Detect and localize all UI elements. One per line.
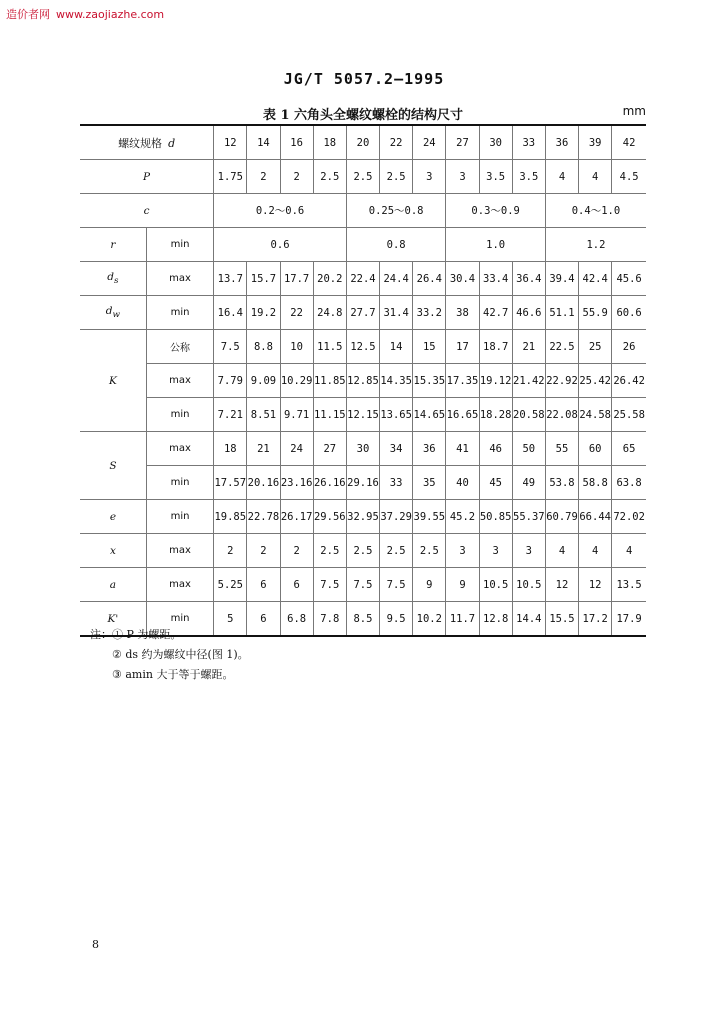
- cell: 16.4: [214, 296, 247, 330]
- thread-spec-label: [80, 125, 214, 160]
- cell: 24: [280, 432, 313, 466]
- note-3: ③ amin 大于等于螺距。: [112, 668, 234, 681]
- cell: 2.5: [346, 160, 379, 194]
- cell: 2.5: [313, 160, 346, 194]
- cell: 1.75: [214, 160, 247, 194]
- cell: 22.4: [346, 262, 379, 296]
- cell: 29.56: [313, 500, 346, 534]
- cell: 27.7: [346, 296, 379, 330]
- cell: 41: [446, 432, 479, 466]
- cell-range: 0.25～0.8: [346, 194, 446, 228]
- param-c: c: [80, 194, 214, 228]
- row-a: [80, 568, 646, 602]
- cell: 12.8: [479, 602, 512, 637]
- cell: 4: [545, 534, 578, 568]
- cell: 27: [313, 432, 346, 466]
- cell: 38: [446, 296, 479, 330]
- cell: 36: [545, 125, 578, 160]
- param-a: a: [80, 568, 146, 602]
- cell: 15.35: [413, 364, 446, 398]
- cell: 13.5: [612, 568, 646, 602]
- cell: 25.58: [612, 398, 646, 432]
- cell: 29.16: [346, 466, 379, 500]
- cell: 2: [247, 160, 280, 194]
- cell: 51.1: [545, 296, 578, 330]
- param-dw: $d_w$: [80, 296, 146, 330]
- qualifier: max: [146, 262, 213, 296]
- dimension-table: [80, 124, 646, 637]
- cell: 9.71: [280, 398, 313, 432]
- cell: 2.5: [313, 534, 346, 568]
- param-ds: $d_s$: [80, 262, 146, 296]
- cell: 35: [413, 466, 446, 500]
- qualifier: min: [146, 398, 213, 432]
- cell: 4: [579, 160, 612, 194]
- row-c: [80, 194, 646, 228]
- cell: 14: [380, 330, 413, 364]
- cell: 26.4: [413, 262, 446, 296]
- cell: 22.08: [545, 398, 578, 432]
- cell: 36.4: [512, 262, 545, 296]
- standard-number: JG/T 5057.2—1995: [283, 70, 445, 88]
- cell: 24.4: [380, 262, 413, 296]
- cell: 3.5: [512, 160, 545, 194]
- cell: 11.5: [313, 330, 346, 364]
- cell: 4: [545, 160, 578, 194]
- table-title: 表 1 六角头全螺纹螺栓的结构尺寸: [262, 108, 464, 123]
- cell: 7.5: [380, 568, 413, 602]
- cell: 46: [479, 432, 512, 466]
- param-r: r: [80, 228, 146, 262]
- watermark: [6, 6, 164, 22]
- row-K-nominal: [80, 330, 646, 364]
- param-K-prime: K': [80, 602, 146, 637]
- cell: 22: [380, 125, 413, 160]
- cell: 6: [280, 568, 313, 602]
- watermark-url: www.zaojiazhe.com: [56, 8, 165, 21]
- cell: 24: [413, 125, 446, 160]
- qualifier: max: [146, 364, 213, 398]
- cell: 12.85: [346, 364, 379, 398]
- cell: 50.85: [479, 500, 512, 534]
- cell: 39: [579, 125, 612, 160]
- cell: 18: [313, 125, 346, 160]
- cell: 3.5: [479, 160, 512, 194]
- row-K-min: [80, 398, 646, 432]
- note-2: ② ds 约为螺纹中径(图 1)。: [112, 648, 249, 661]
- cell: 2.5: [346, 534, 379, 568]
- cell: 13.7: [214, 262, 247, 296]
- cell: 42: [612, 125, 646, 160]
- cell: 25: [579, 330, 612, 364]
- cell: 2: [280, 160, 313, 194]
- cell: 21: [247, 432, 280, 466]
- cell: 7.79: [214, 364, 247, 398]
- cell: 10.2: [413, 602, 446, 637]
- cell: 19.2: [247, 296, 280, 330]
- param-K: K: [80, 330, 146, 432]
- cell: 30: [346, 432, 379, 466]
- cell: 17.57: [214, 466, 247, 500]
- cell: 12: [214, 125, 247, 160]
- cell: 7.5: [346, 568, 379, 602]
- cell: 10.5: [479, 568, 512, 602]
- cell: 23.16: [280, 466, 313, 500]
- thread-spec-text: 螺纹规格: [118, 136, 163, 150]
- param-P: P: [80, 160, 214, 194]
- cell: 33.4: [479, 262, 512, 296]
- cell: 21.42: [512, 364, 545, 398]
- cell: 15: [413, 330, 446, 364]
- cell: 60: [579, 432, 612, 466]
- row-d: [80, 125, 646, 160]
- cell: 22.5: [545, 330, 578, 364]
- cell: 14.65: [413, 398, 446, 432]
- cell-range: 1.2: [545, 228, 646, 262]
- cell: 65: [612, 432, 646, 466]
- page-number: 8: [92, 938, 99, 951]
- cell-range: 0.3～0.9: [446, 194, 546, 228]
- row-e: [80, 500, 646, 534]
- cell: 34: [380, 432, 413, 466]
- cell: 60.79: [545, 500, 578, 534]
- cell: 4.5: [612, 160, 646, 194]
- cell: 9.5: [380, 602, 413, 637]
- cell: 15.7: [247, 262, 280, 296]
- cell: 24.8: [313, 296, 346, 330]
- cell: 20.2: [313, 262, 346, 296]
- cell: 12.5: [346, 330, 379, 364]
- cell: 20.16: [247, 466, 280, 500]
- cell: 14.35: [380, 364, 413, 398]
- cell: 53.8: [545, 466, 578, 500]
- cell: 45.2: [446, 500, 479, 534]
- cell: 11.85: [313, 364, 346, 398]
- cell: 39.55: [413, 500, 446, 534]
- qualifier: min: [146, 228, 213, 262]
- cell: 26.17: [280, 500, 313, 534]
- cell: 5.25: [214, 568, 247, 602]
- cell: 2: [280, 534, 313, 568]
- cell: 26: [612, 330, 646, 364]
- qualifier: min: [146, 602, 213, 637]
- cell: 40: [446, 466, 479, 500]
- cell: 63.8: [612, 466, 646, 500]
- cell: 42.4: [579, 262, 612, 296]
- cell: 2.5: [380, 534, 413, 568]
- cell: 17.35: [446, 364, 479, 398]
- cell: 31.4: [380, 296, 413, 330]
- cell: 3: [446, 534, 479, 568]
- cell: 8.51: [247, 398, 280, 432]
- qualifier: max: [146, 432, 213, 466]
- cell: 49: [512, 466, 545, 500]
- cell: 6: [247, 602, 280, 637]
- cell: 18.28: [479, 398, 512, 432]
- cell: 46.6: [512, 296, 545, 330]
- cell: 58.8: [579, 466, 612, 500]
- qualifier: min: [146, 466, 213, 500]
- cell: 6.8: [280, 602, 313, 637]
- cell-range: 0.2～0.6: [214, 194, 347, 228]
- cell: 18: [214, 432, 247, 466]
- row-S-min: [80, 466, 646, 500]
- cell: 24.58: [579, 398, 612, 432]
- cell: 2: [214, 534, 247, 568]
- cell: 2.5: [380, 160, 413, 194]
- param-e: e: [80, 500, 146, 534]
- cell: 26.16: [313, 466, 346, 500]
- cell: 22.78: [247, 500, 280, 534]
- cell: 55.37: [512, 500, 545, 534]
- cell-range: 1.0: [446, 228, 546, 262]
- cell: 8.5: [346, 602, 379, 637]
- cell: 3: [413, 160, 446, 194]
- cell: 32.95: [346, 500, 379, 534]
- cell: 45: [479, 466, 512, 500]
- cell: 55: [545, 432, 578, 466]
- row-ds: [80, 262, 646, 296]
- cell: 42.7: [479, 296, 512, 330]
- cell: 17.2: [579, 602, 612, 637]
- qualifier: max: [146, 568, 213, 602]
- cell: 12: [579, 568, 612, 602]
- cell-range: 0.8: [346, 228, 446, 262]
- cell: 17.7: [280, 262, 313, 296]
- cell: 30: [479, 125, 512, 160]
- cell: 55.9: [579, 296, 612, 330]
- note-1: 注：① P 为螺距。: [90, 628, 182, 641]
- cell: 36: [413, 432, 446, 466]
- cell: 9: [446, 568, 479, 602]
- cell: 9.09: [247, 364, 280, 398]
- cell: 4: [612, 534, 646, 568]
- param-x: x: [80, 534, 146, 568]
- cell: 14.4: [512, 602, 545, 637]
- cell: 9: [413, 568, 446, 602]
- row-S-max: [80, 432, 646, 466]
- cell: 17.9: [612, 602, 646, 637]
- cell: 18.7: [479, 330, 512, 364]
- cell: 25.42: [579, 364, 612, 398]
- cell: 11.7: [446, 602, 479, 637]
- cell: 22: [280, 296, 313, 330]
- cell: 20: [346, 125, 379, 160]
- qualifier: 公称: [146, 330, 213, 364]
- cell: 16.65: [446, 398, 479, 432]
- cell: 2: [247, 534, 280, 568]
- cell: 12: [545, 568, 578, 602]
- table-notes: [90, 625, 249, 685]
- cell: 7.21: [214, 398, 247, 432]
- cell: 39.4: [545, 262, 578, 296]
- cell: 33.2: [413, 296, 446, 330]
- cell: 7.5: [214, 330, 247, 364]
- cell: 14: [247, 125, 280, 160]
- cell: 7.8: [313, 602, 346, 637]
- cell: 22.92: [545, 364, 578, 398]
- cell: 3: [446, 160, 479, 194]
- cell: 11.15: [313, 398, 346, 432]
- cell: 33: [512, 125, 545, 160]
- table-caption: [80, 104, 646, 122]
- cell-range: 0.6: [214, 228, 347, 262]
- cell: 6: [247, 568, 280, 602]
- cell: 8.8: [247, 330, 280, 364]
- cell: 10.5: [512, 568, 545, 602]
- cell: 20.58: [512, 398, 545, 432]
- cell: 15.5: [545, 602, 578, 637]
- cell: 19.85: [214, 500, 247, 534]
- row-dw: [80, 296, 646, 330]
- cell: 66.44: [579, 500, 612, 534]
- row-K-max: [80, 364, 646, 398]
- cell: 10.29: [280, 364, 313, 398]
- cell: 30.4: [446, 262, 479, 296]
- row-P: [80, 160, 646, 194]
- cell: 33: [380, 466, 413, 500]
- row-r: [80, 228, 646, 262]
- cell: 5: [214, 602, 247, 637]
- cell: 4: [579, 534, 612, 568]
- cell: 60.6: [612, 296, 646, 330]
- cell: 3: [512, 534, 545, 568]
- qualifier: max: [146, 534, 213, 568]
- cell: 37.29: [380, 500, 413, 534]
- cell-range: 0.4～1.0: [545, 194, 646, 228]
- cell: 50: [512, 432, 545, 466]
- qualifier: min: [146, 296, 213, 330]
- cell: 16: [280, 125, 313, 160]
- cell: 21: [512, 330, 545, 364]
- watermark-site-name: 造价者网: [6, 8, 50, 21]
- cell: 26.42: [612, 364, 646, 398]
- cell: 27: [446, 125, 479, 160]
- cell: 7.5: [313, 568, 346, 602]
- cell: 3: [479, 534, 512, 568]
- cell: 72.02: [612, 500, 646, 534]
- cell: 13.65: [380, 398, 413, 432]
- qualifier: min: [146, 500, 213, 534]
- row-x: [80, 534, 646, 568]
- cell: 12.15: [346, 398, 379, 432]
- param-S: S: [80, 432, 146, 500]
- cell: 19.12: [479, 364, 512, 398]
- cell: 10: [280, 330, 313, 364]
- cell: 2.5: [413, 534, 446, 568]
- cell: 45.6: [612, 262, 646, 296]
- cell: 17: [446, 330, 479, 364]
- thread-spec-symbol: d: [168, 136, 176, 150]
- table-unit: mm: [622, 104, 646, 118]
